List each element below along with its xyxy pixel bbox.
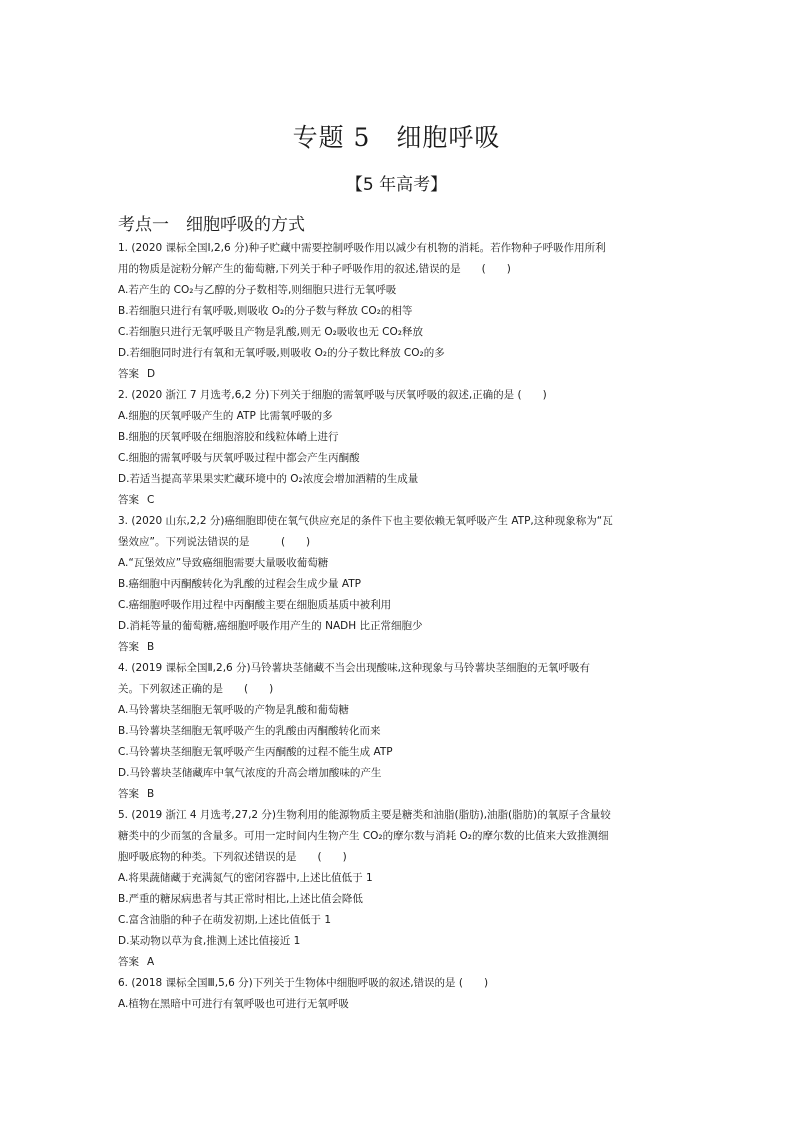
question-option: B.严重的糖尿病患者与其正常时相比,上述比值会降低 (118, 893, 363, 905)
question-stem: 1. (2020 课标全国Ⅰ,2,6 分)种子贮藏中需要控制呼吸作用以减少有机物的消耗。若作物种子呼吸作用所利 (118, 242, 606, 254)
question-option: A.“瓦堡效应”导致癌细胞需要大量吸收葡萄糖 (118, 557, 329, 569)
question-stem: 堡效应”。下列说法错误的是 ( ) (118, 536, 311, 548)
answer-value: D (147, 368, 156, 380)
answer-line (118, 490, 683, 511)
question-option: A.若产生的 CO₂与乙醇的分子数相等,则细胞只进行无氧呼吸 (118, 284, 397, 296)
question-option: C.富含油脂的种子在萌发初期,上述比值低于 1 (118, 914, 332, 926)
question-option: A.植物在黑暗中可进行有氧呼吸也可进行无氧呼吸 (118, 998, 349, 1010)
question-option: A.马铃薯块茎细胞无氧呼吸的产物是乳酸和葡萄糖 (118, 704, 349, 716)
question-stem: 6. (2018 课标全国Ⅲ,5,6 分)下列关于生物体中细胞呼吸的叙述,错误的是 ( ) (118, 977, 489, 989)
question-stem: 用的物质是淀粉分解产生的葡萄糖,下列关于种子呼吸作用的叙述,错误的是 ( ) (118, 263, 511, 275)
question-6 (118, 973, 683, 1015)
answer-value: B (147, 641, 155, 653)
question-option: D.若适当提高苹果果实贮藏环境中的 O₂浓度会增加酒精的生成量 (118, 473, 419, 485)
answer-label: 答案 (118, 956, 139, 968)
question-option: B.马铃薯块茎细胞无氧呼吸产生的乳酸由丙酮酸转化而来 (118, 725, 381, 737)
question-option: D.某动物以草为食,推测上述比值接近 1 (118, 935, 301, 947)
question-stem: 4. (2019 课标全国Ⅱ,2,6 分)马铃薯块茎储藏不当会出现酸味,这种现象与马铃薯块茎细胞的无氧呼吸有 (118, 662, 590, 674)
question-stem: 胞呼吸底物的种类。下列叙述错误的是 ( ) (118, 851, 347, 863)
question-option: D.马铃薯块茎储藏库中氧气浓度的升高会增加酸味的产生 (118, 767, 382, 779)
question-option: D.若细胞同时进行有氧和无氧呼吸,则吸收 O₂的分子数比释放 CO₂的多 (118, 347, 445, 359)
answer-value: C (147, 494, 155, 506)
question-stem: 2. (2020 浙江 7 月选考,6,2 分)下列关于细胞的需氧呼吸与厌氧呼吸的叙述,正确的是 ( ) (118, 389, 547, 401)
question-option: A.细胞的厌氧呼吸产生的 ATP 比需氧呼吸的多 (118, 410, 333, 422)
question-option: D.消耗等量的葡萄糖,癌细胞呼吸作用产生的 NADH 比正常细胞少 (118, 620, 423, 632)
question-stem: 3. (2020 山东,2,2 分)癌细胞即使在氧气供应充足的条件下也主要依赖无氧呼吸产生 ATP,这种现象称为“瓦 (118, 515, 613, 527)
question-option: C.细胞的需氧呼吸与厌氧呼吸过程中都会产生丙酮酸 (118, 452, 360, 464)
question-option: C.若细胞只进行无氧呼吸且产物是乳酸,则无 O₂吸收也无 CO₂释放 (118, 326, 423, 338)
question-option: B.细胞的厌氧呼吸在细胞溶胶和线粒体嵴上进行 (118, 431, 339, 443)
question-option: C.马铃薯块茎细胞无氧呼吸产生丙酮酸的过程不能生成 ATP (118, 746, 393, 758)
answer-value: A (147, 956, 155, 968)
question-stem: 糖类中的少而氢的含量多。可用一定时间内生物产生 CO₂的摩尔数与消耗 O₂的摩尔数的比值来大致推测细 (118, 830, 609, 842)
question-list (118, 238, 683, 1015)
answer-line (118, 637, 683, 658)
answer-line (118, 952, 683, 973)
section-heading: 考点一 细胞呼吸的方式 (118, 215, 305, 235)
question-5 (118, 805, 683, 973)
question-stem: 5. (2019 浙江 4 月选考,27,2 分)生物利用的能源物质主要是糖类和油脂(脂肪),油脂(脂肪)的氧原子含量较 (118, 809, 611, 821)
answer-label: 答案 (118, 368, 139, 380)
page-subtitle: 【5 年高考】 (345, 175, 448, 195)
answer-line (118, 364, 683, 385)
question-option: C.癌细胞呼吸作用过程中丙酮酸主要在细胞质基质中被利用 (118, 599, 392, 611)
question-3 (118, 511, 683, 658)
answer-line (118, 784, 683, 805)
question-1 (118, 238, 683, 385)
question-2 (118, 385, 683, 511)
question-option: B.癌细胞中丙酮酸转化为乳酸的过程会生成少量 ATP (118, 578, 361, 590)
answer-value: B (147, 788, 155, 800)
question-option: A.将果蔬储藏于充满氮气的密闭容器中,上述比值低于 1 (118, 872, 373, 884)
answer-label: 答案 (118, 788, 139, 800)
question-option: B.若细胞只进行有氧呼吸,则吸收 O₂的分子数与释放 CO₂的相等 (118, 305, 413, 317)
answer-label: 答案 (118, 494, 139, 506)
answer-label: 答案 (118, 641, 139, 653)
page-title: 专题 5 细胞呼吸 (292, 123, 501, 152)
question-4 (118, 658, 683, 805)
question-stem: 关。下列叙述正确的是 ( ) (118, 683, 274, 695)
